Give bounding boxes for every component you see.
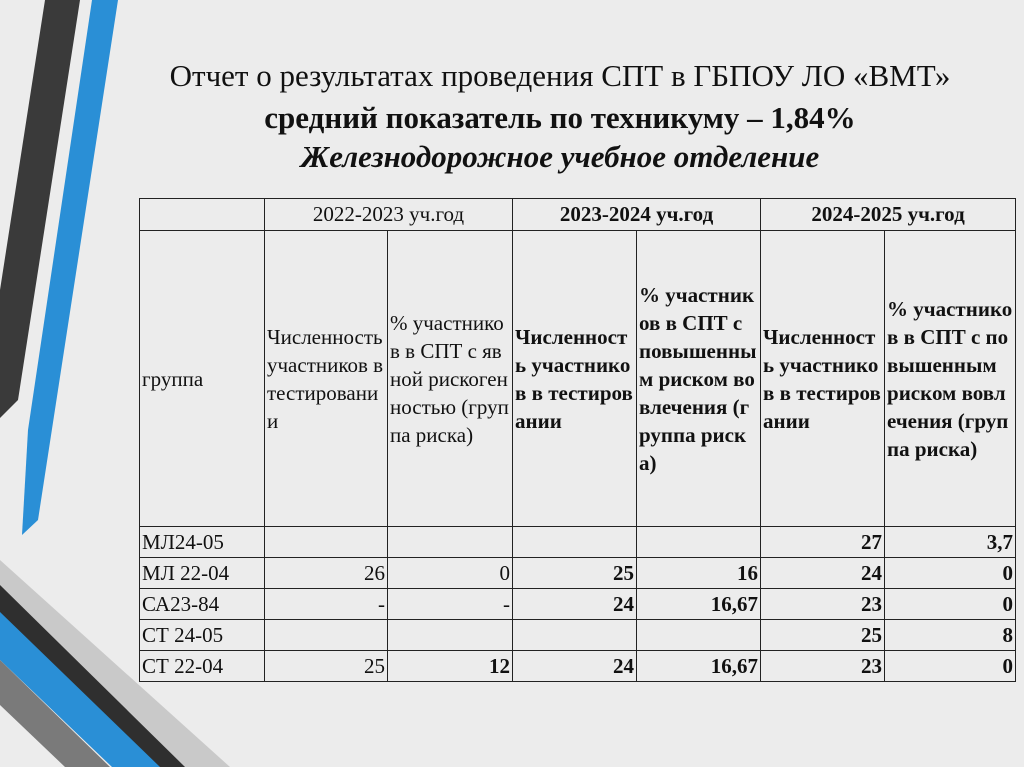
percent-2022-cell: 12 <box>388 651 513 682</box>
table-row <box>140 620 1016 651</box>
risk-percent-header-2023: % участников в СПТ с повышенным риском вовлечения (группа риска) <box>637 231 761 527</box>
percent-2023-cell: 16,67 <box>637 589 761 620</box>
count-2023-cell <box>513 620 637 651</box>
group-cell: СА23-84 <box>140 589 265 620</box>
percent-2023-cell <box>637 527 761 558</box>
count-2024-cell: 24 <box>761 558 885 589</box>
table-row <box>140 589 1016 620</box>
year-header-row <box>140 199 1016 231</box>
percent-2023-cell <box>637 620 761 651</box>
group-cell: СТ 24-05 <box>140 620 265 651</box>
year-header-empty <box>140 199 265 231</box>
table-row <box>140 558 1016 589</box>
percent-2023-cell: 16,67 <box>637 651 761 682</box>
percent-2024-cell: 8 <box>885 620 1016 651</box>
count-2024-cell: 27 <box>761 527 885 558</box>
department-name: Железнодорожное учебное отделение <box>300 139 820 174</box>
percent-2024-cell: 0 <box>885 558 1016 589</box>
count-2024-cell: 23 <box>761 651 885 682</box>
year-2022-2023: 2022-2023 уч.год <box>265 199 513 231</box>
risk-percent-header-2022: % участников в СПТ с явной рискогенностью (группа риска) <box>388 231 513 527</box>
count-2023-cell: 24 <box>513 651 637 682</box>
group-header: группа <box>140 231 265 527</box>
count-header-2023: Численность участников в тестировании <box>513 231 637 527</box>
group-cell: МЛ 22-04 <box>140 558 265 589</box>
year-2024-2025: 2024-2025 уч.год <box>761 199 1016 231</box>
percent-2022-cell <box>388 527 513 558</box>
count-2022-cell: 25 <box>265 651 388 682</box>
group-cell: СТ 22-04 <box>140 651 265 682</box>
average-indicator: средний показатель по техникуму – 1,84% <box>264 100 856 135</box>
percent-2023-cell: 16 <box>637 558 761 589</box>
results-table <box>139 198 1016 682</box>
table-row <box>140 527 1016 558</box>
count-2022-cell: - <box>265 589 388 620</box>
count-2023-cell: 25 <box>513 558 637 589</box>
group-cell: МЛ24-05 <box>140 527 265 558</box>
count-2024-cell: 25 <box>761 620 885 651</box>
count-2023-cell: 24 <box>513 589 637 620</box>
percent-2022-cell: - <box>388 589 513 620</box>
count-2024-cell: 23 <box>761 589 885 620</box>
count-header-2024: Численность участников в тестировании <box>761 231 885 527</box>
count-header-2022: Численность участников в тестировании <box>265 231 388 527</box>
percent-2024-cell: 0 <box>885 589 1016 620</box>
risk-percent-header-2024: % участников в СПТ с повышенным риском вовлечения (группа риска) <box>885 231 1016 527</box>
column-header-row <box>140 231 1016 527</box>
count-2022-cell: 26 <box>265 558 388 589</box>
year-2023-2024: 2023-2024 уч.год <box>513 199 761 231</box>
table-row <box>140 651 1016 682</box>
count-2022-cell <box>265 620 388 651</box>
report-title: Отчет о результатах проведения СПТ в ГБПОУ ЛО «ВМТ» <box>169 58 951 93</box>
percent-2022-cell: 0 <box>388 558 513 589</box>
percent-2024-cell: 3,7 <box>885 527 1016 558</box>
count-2022-cell <box>265 527 388 558</box>
count-2023-cell <box>513 527 637 558</box>
percent-2022-cell <box>388 620 513 651</box>
percent-2024-cell: 0 <box>885 651 1016 682</box>
